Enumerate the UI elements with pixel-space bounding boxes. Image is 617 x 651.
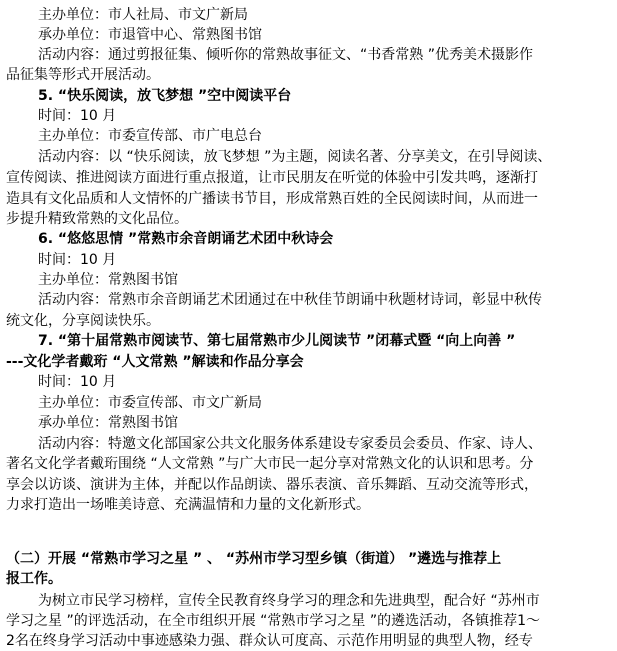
text-line: 主办单位：市人社局、市文广新局 xyxy=(38,7,248,23)
text-line: 时间：10 月 xyxy=(38,374,117,390)
section-heading: （二）开展 “常熟市学习之星 ” 、 “苏州市学习型乡镇（街道） ”遴选与推荐上 xyxy=(6,551,502,567)
item-heading: 6. “悠悠思情 ”常熟市余音朗诵艺术团中秋诗会 xyxy=(38,231,334,247)
text-line: 学习之星 ”的评选活动，在全市组织开展 “常熟市学习之星 ”的遴选活动，各镇推荐1～ xyxy=(6,613,541,629)
item-heading: ---文化学者戴珩 “人文常熟 ”解读和作品分享会 xyxy=(6,354,304,370)
text-line: 为树立市民学习榜样，宣传全民教育终身学习的理念和先进典型，配合好 “苏州市 xyxy=(38,593,540,609)
text-line: 主办单位：市委宣传部、市广电总台 xyxy=(38,128,262,144)
text-line: 2名在终身学习活动中事迹感染力强、群众认可度高、示范作用明显的典型人物，经专 xyxy=(6,633,533,649)
section-heading: 报工作。 xyxy=(6,571,62,587)
text-line: 时间：10 月 xyxy=(38,252,117,268)
text-line: 时间：10 月 xyxy=(38,108,117,124)
text-line: 造具有文化品质和人文情怀的广播读书节目，形成常熟百姓的全民阅读时间，从而进一 xyxy=(6,191,538,207)
text-line: 活动内容：常熟市余音朗诵艺术团通过在中秋佳节朗诵中秋题材诗词，彰显中秋传 xyxy=(38,292,542,308)
text-line: 主办单位：常熟图书馆 xyxy=(38,272,178,288)
text-line: 宣传阅读、推进阅读方面进行重点报道，让市民朋友在听觉的体验中引发共鸣，逐渐打 xyxy=(6,170,538,186)
text-line: 品征集等形式开展活动。 xyxy=(6,67,160,83)
text-line: 著名文化学者戴珩围绕 “人文常熟 ”与广大市民一起分享对常熟文化的认识和思考。分 xyxy=(6,456,534,472)
text-line: 力求打造出一场唯美诗意、充满温情和力量的文化新形式。 xyxy=(6,497,370,513)
text-line: 统文化，分享阅读快乐。 xyxy=(6,313,160,329)
item-heading: 7. “第十届常熟市阅读节、第七届常熟市少儿阅读节 ”闭幕式暨 “向上向善 ” xyxy=(38,333,516,349)
text-line: 承办单位：市退管中心、常熟图书馆 xyxy=(38,27,262,43)
text-line: 活动内容：以 “快乐阅读，放飞梦想 ”为主题，阅读名著、分享美文，在引导阅读、 xyxy=(38,149,552,165)
text-line: 活动内容：特邀文化部国家公共文化服务体系建设专家委员会委员、作家、诗人、 xyxy=(38,436,542,452)
text-line: 主办单位：市委宣传部、市文广新局 xyxy=(38,395,262,411)
text-line: 承办单位：常熟图书馆 xyxy=(38,415,178,431)
text-line: 活动内容：通过剪报征集、倾听你的常熟故事征文、“书香常熟 ”优秀美术摄影作 xyxy=(38,47,533,63)
item-heading: 5. “快乐阅读，放飞梦想 ”空中阅读平台 xyxy=(38,88,292,104)
text-line: 步提升精致常熟的文化品位。 xyxy=(6,211,188,227)
text-line: 享会以访谈、演讲为主体，并配以作品朗读、器乐表演、音乐舞蹈、互动交流等形式， xyxy=(6,477,538,493)
